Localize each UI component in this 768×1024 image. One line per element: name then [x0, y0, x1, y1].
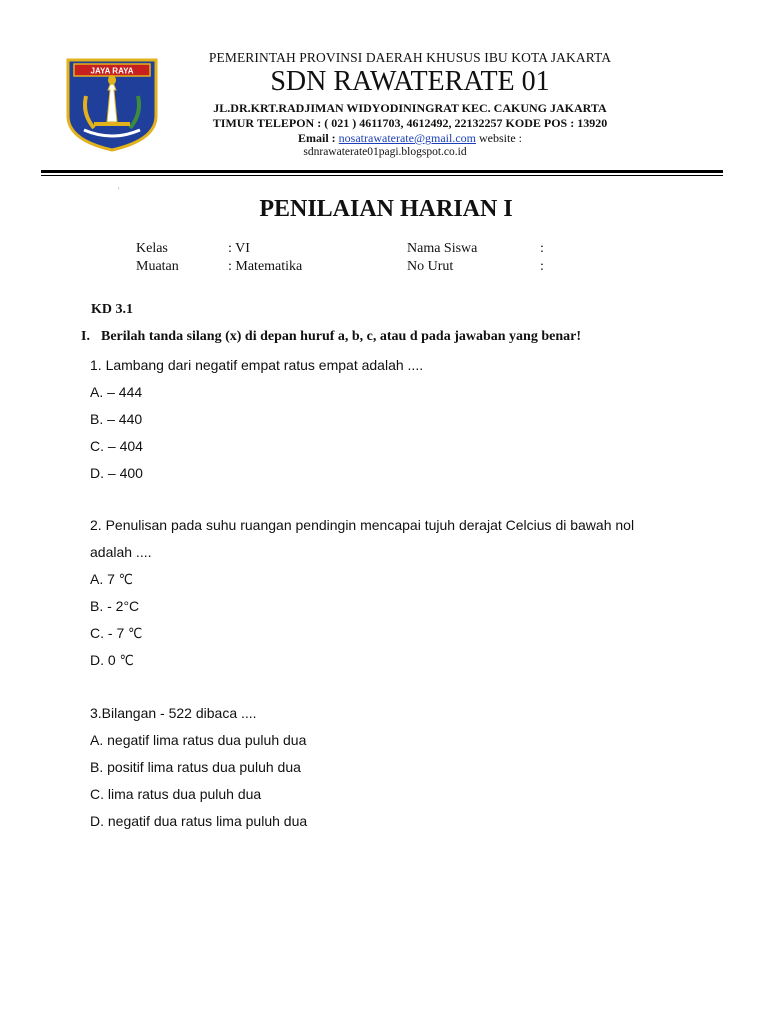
nama-siswa-value: : [540, 241, 544, 256]
instruction-number: I. [81, 329, 90, 344]
kelas-value: : VI [228, 241, 250, 256]
q1-option-a: A. – 444 [90, 384, 143, 400]
q1-option-d: D. – 400 [90, 465, 143, 481]
header-divider-thick [41, 170, 723, 173]
question-2-continued: adalah .... [90, 544, 152, 560]
q2-option-b: B. - 2°C [90, 598, 140, 614]
question-3: 3.Bilangan - 522 dibaca .... [90, 705, 257, 721]
website-text: sdnrawaterate01pagi.blogspot.co.id [303, 146, 467, 158]
nama-siswa-label: Nama Siswa [407, 241, 478, 256]
kd-label: KD 3.1 [91, 302, 133, 317]
header-divider-thin [41, 175, 723, 176]
school-logo [64, 56, 160, 152]
address-line-1: JL.DR.KRT.RADJIMAN WIDYODININGRAT KEC. CAKUNG JAKARTA [213, 101, 607, 115]
no-urut-value: : [540, 259, 544, 274]
email-label: Email : [298, 131, 336, 145]
government-header: PEMERINTAH PROVINSI DAERAH KHUSUS IBU KOTA JAKARTA [208, 50, 612, 65]
email-link[interactable]: nosatrawaterate@gmail.com [338, 131, 476, 145]
q3-option-c: C. lima ratus dua puluh dua [90, 786, 262, 802]
q1-option-c: C. – 404 [90, 438, 143, 454]
logo-banner-text: JAYA RAYA [90, 66, 134, 76]
address-line-2: TIMUR TELEPON : ( 021 ) 4611703, 4612492, 22132257 KODE POS : 13920 [212, 116, 608, 130]
website-label: website : [479, 131, 522, 145]
instruction [81, 329, 581, 345]
instruction-text: Berilah tanda silang (x) di depan huruf a, b, c, atau d pada jawaban yang benar! [101, 329, 581, 344]
question-2: 2. Penulisan pada suhu ruangan pendingin mencapai tujuh derajat Celcius di bawah nol [90, 517, 635, 533]
muatan-value: : Matematika [228, 259, 303, 274]
q1-option-b: B. – 440 [90, 411, 143, 427]
q3-option-a: A. negatif lima ratus dua puluh dua [90, 732, 307, 748]
q2-option-a: A. 7 ℃ [90, 571, 133, 587]
muatan-label: Muatan [136, 259, 179, 274]
kelas-label: Kelas [136, 241, 168, 256]
contact-line [170, 131, 650, 146]
q3-option-b: B. positif lima ratus dua puluh dua [90, 759, 301, 775]
page-title: PENILAIAN HARIAN I [259, 196, 513, 222]
q2-option-d: D. 0 ℃ [90, 652, 134, 668]
q3-option-d: D. negatif dua ratus lima puluh dua [90, 813, 308, 829]
stray-mark: ' [118, 186, 120, 195]
question-1: 1. Lambang dari negatif empat ratus empat adalah .... [90, 357, 424, 373]
school-name: SDN RAWATERATE 01 [270, 66, 550, 97]
q2-option-c: C. - 7 ℃ [90, 625, 143, 641]
no-urut-label: No Urut [407, 259, 454, 274]
